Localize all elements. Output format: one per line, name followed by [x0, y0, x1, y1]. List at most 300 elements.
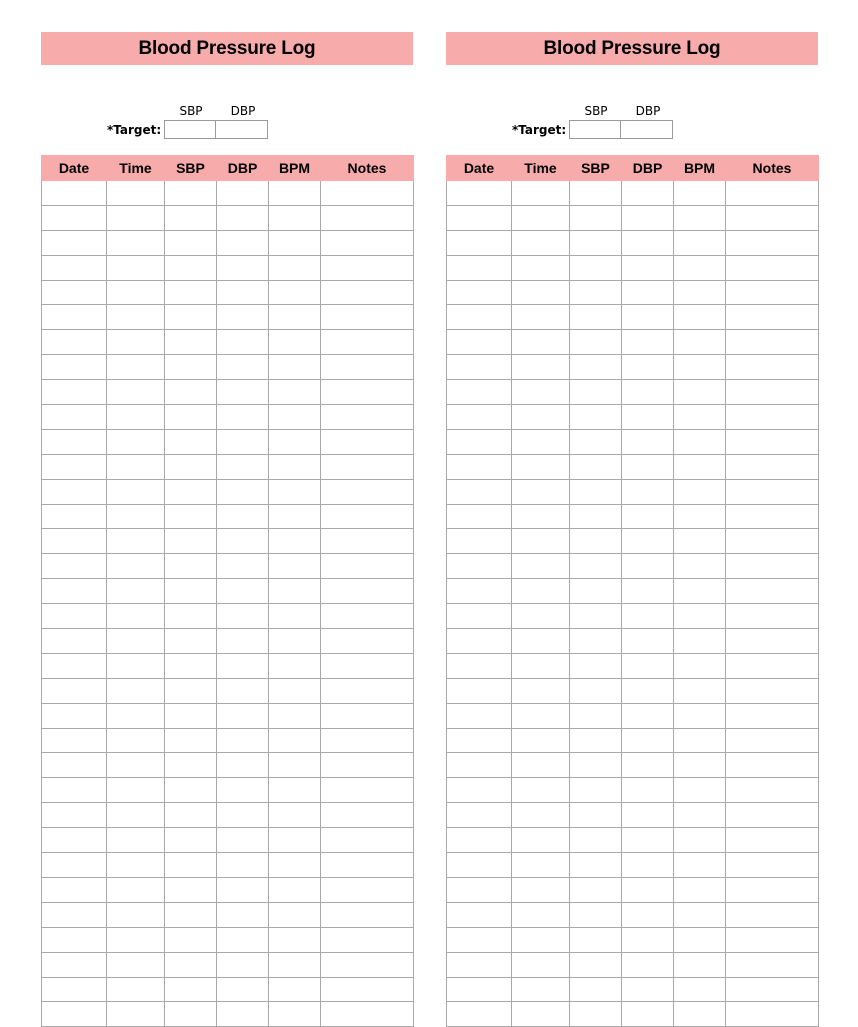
- cell-dbp[interactable]: [217, 927, 269, 952]
- cell-dbp[interactable]: [622, 479, 674, 504]
- cell-notes[interactable]: [726, 529, 819, 554]
- cell-sbp[interactable]: [165, 753, 217, 778]
- cell-sbp[interactable]: [165, 554, 217, 579]
- cell-sbp[interactable]: [165, 454, 217, 479]
- cell-dbp[interactable]: [217, 753, 269, 778]
- cell-bpm[interactable]: [674, 952, 726, 977]
- cell-sbp[interactable]: [570, 405, 622, 430]
- cell-notes[interactable]: [321, 355, 414, 380]
- cell-sbp[interactable]: [165, 380, 217, 405]
- cell-sbp[interactable]: [570, 529, 622, 554]
- cell-notes[interactable]: [726, 579, 819, 604]
- cell-date[interactable]: [42, 728, 107, 753]
- cell-date[interactable]: [447, 429, 512, 454]
- cell-date[interactable]: [447, 380, 512, 405]
- cell-sbp[interactable]: [570, 604, 622, 629]
- cell-date[interactable]: [447, 255, 512, 280]
- cell-notes[interactable]: [726, 255, 819, 280]
- cell-sbp[interactable]: [570, 828, 622, 853]
- cell-dbp[interactable]: [622, 1002, 674, 1027]
- cell-dbp[interactable]: [217, 305, 269, 330]
- cell-time[interactable]: [107, 952, 165, 977]
- cell-dbp[interactable]: [622, 952, 674, 977]
- cell-date[interactable]: [42, 355, 107, 380]
- cell-bpm[interactable]: [674, 604, 726, 629]
- cell-dbp[interactable]: [217, 330, 269, 355]
- cell-notes[interactable]: [726, 429, 819, 454]
- cell-bpm[interactable]: [269, 703, 321, 728]
- cell-time[interactable]: [107, 230, 165, 255]
- cell-dbp[interactable]: [622, 355, 674, 380]
- cell-notes[interactable]: [726, 554, 819, 579]
- cell-bpm[interactable]: [674, 479, 726, 504]
- cell-bpm[interactable]: [269, 305, 321, 330]
- cell-date[interactable]: [447, 703, 512, 728]
- cell-notes[interactable]: [726, 479, 819, 504]
- cell-dbp[interactable]: [217, 205, 269, 230]
- cell-dbp[interactable]: [217, 703, 269, 728]
- cell-notes[interactable]: [321, 405, 414, 430]
- cell-dbp[interactable]: [217, 255, 269, 280]
- cell-date[interactable]: [447, 753, 512, 778]
- cell-notes[interactable]: [321, 853, 414, 878]
- cell-date[interactable]: [447, 952, 512, 977]
- cell-dbp[interactable]: [217, 355, 269, 380]
- cell-bpm[interactable]: [269, 355, 321, 380]
- cell-date[interactable]: [447, 355, 512, 380]
- cell-dbp[interactable]: [217, 853, 269, 878]
- target-dbp-field[interactable]: [621, 120, 673, 139]
- cell-notes[interactable]: [726, 604, 819, 629]
- cell-notes[interactable]: [321, 902, 414, 927]
- cell-bpm[interactable]: [674, 330, 726, 355]
- cell-notes[interactable]: [726, 653, 819, 678]
- cell-sbp[interactable]: [165, 355, 217, 380]
- cell-notes[interactable]: [321, 703, 414, 728]
- cell-date[interactable]: [447, 927, 512, 952]
- cell-time[interactable]: [107, 554, 165, 579]
- cell-notes[interactable]: [321, 479, 414, 504]
- cell-dbp[interactable]: [217, 604, 269, 629]
- cell-sbp[interactable]: [165, 678, 217, 703]
- cell-date[interactable]: [447, 405, 512, 430]
- cell-bpm[interactable]: [269, 778, 321, 803]
- cell-notes[interactable]: [321, 604, 414, 629]
- cell-dbp[interactable]: [622, 803, 674, 828]
- cell-dbp[interactable]: [217, 429, 269, 454]
- cell-notes[interactable]: [321, 653, 414, 678]
- cell-dbp[interactable]: [217, 479, 269, 504]
- cell-dbp[interactable]: [622, 230, 674, 255]
- cell-bpm[interactable]: [674, 405, 726, 430]
- cell-bpm[interactable]: [269, 454, 321, 479]
- cell-time[interactable]: [512, 728, 570, 753]
- cell-dbp[interactable]: [622, 181, 674, 206]
- cell-sbp[interactable]: [570, 330, 622, 355]
- cell-sbp[interactable]: [570, 952, 622, 977]
- cell-time[interactable]: [512, 753, 570, 778]
- cell-sbp[interactable]: [570, 305, 622, 330]
- cell-bpm[interactable]: [674, 429, 726, 454]
- cell-notes[interactable]: [726, 977, 819, 1002]
- cell-time[interactable]: [512, 579, 570, 604]
- cell-bpm[interactable]: [269, 653, 321, 678]
- cell-notes[interactable]: [726, 405, 819, 430]
- cell-sbp[interactable]: [165, 778, 217, 803]
- cell-date[interactable]: [447, 504, 512, 529]
- cell-time[interactable]: [107, 205, 165, 230]
- cell-bpm[interactable]: [269, 977, 321, 1002]
- cell-bpm[interactable]: [674, 305, 726, 330]
- cell-notes[interactable]: [726, 753, 819, 778]
- cell-dbp[interactable]: [217, 653, 269, 678]
- cell-bpm[interactable]: [269, 330, 321, 355]
- cell-dbp[interactable]: [622, 703, 674, 728]
- cell-sbp[interactable]: [570, 803, 622, 828]
- cell-sbp[interactable]: [165, 803, 217, 828]
- cell-date[interactable]: [447, 479, 512, 504]
- cell-time[interactable]: [512, 380, 570, 405]
- cell-notes[interactable]: [321, 927, 414, 952]
- cell-notes[interactable]: [726, 230, 819, 255]
- cell-bpm[interactable]: [674, 927, 726, 952]
- cell-notes[interactable]: [321, 554, 414, 579]
- cell-dbp[interactable]: [622, 454, 674, 479]
- cell-date[interactable]: [42, 479, 107, 504]
- cell-dbp[interactable]: [217, 728, 269, 753]
- cell-time[interactable]: [512, 454, 570, 479]
- cell-dbp[interactable]: [217, 1002, 269, 1027]
- cell-notes[interactable]: [726, 853, 819, 878]
- cell-notes[interactable]: [726, 330, 819, 355]
- cell-bpm[interactable]: [674, 803, 726, 828]
- cell-time[interactable]: [107, 305, 165, 330]
- cell-notes[interactable]: [321, 330, 414, 355]
- cell-date[interactable]: [42, 803, 107, 828]
- cell-time[interactable]: [512, 877, 570, 902]
- cell-notes[interactable]: [321, 803, 414, 828]
- cell-sbp[interactable]: [570, 429, 622, 454]
- cell-dbp[interactable]: [622, 529, 674, 554]
- cell-time[interactable]: [512, 355, 570, 380]
- cell-date[interactable]: [42, 380, 107, 405]
- cell-time[interactable]: [512, 230, 570, 255]
- cell-notes[interactable]: [321, 753, 414, 778]
- cell-date[interactable]: [42, 405, 107, 430]
- cell-bpm[interactable]: [269, 529, 321, 554]
- cell-date[interactable]: [42, 902, 107, 927]
- cell-bpm[interactable]: [269, 604, 321, 629]
- cell-dbp[interactable]: [622, 205, 674, 230]
- cell-time[interactable]: [107, 504, 165, 529]
- cell-date[interactable]: [447, 902, 512, 927]
- cell-sbp[interactable]: [165, 629, 217, 654]
- cell-bpm[interactable]: [269, 405, 321, 430]
- cell-bpm[interactable]: [674, 877, 726, 902]
- cell-time[interactable]: [512, 629, 570, 654]
- cell-notes[interactable]: [726, 629, 819, 654]
- cell-date[interactable]: [42, 778, 107, 803]
- cell-time[interactable]: [512, 181, 570, 206]
- cell-time[interactable]: [107, 330, 165, 355]
- cell-date[interactable]: [447, 305, 512, 330]
- cell-notes[interactable]: [321, 504, 414, 529]
- cell-time[interactable]: [107, 778, 165, 803]
- cell-sbp[interactable]: [570, 877, 622, 902]
- cell-bpm[interactable]: [269, 753, 321, 778]
- cell-notes[interactable]: [321, 280, 414, 305]
- cell-bpm[interactable]: [269, 479, 321, 504]
- cell-bpm[interactable]: [269, 678, 321, 703]
- cell-notes[interactable]: [321, 380, 414, 405]
- cell-dbp[interactable]: [217, 380, 269, 405]
- cell-notes[interactable]: [321, 1002, 414, 1027]
- cell-bpm[interactable]: [269, 504, 321, 529]
- cell-bpm[interactable]: [674, 753, 726, 778]
- cell-bpm[interactable]: [269, 280, 321, 305]
- cell-sbp[interactable]: [165, 877, 217, 902]
- cell-dbp[interactable]: [217, 902, 269, 927]
- cell-sbp[interactable]: [570, 205, 622, 230]
- cell-sbp[interactable]: [165, 977, 217, 1002]
- cell-time[interactable]: [107, 629, 165, 654]
- cell-time[interactable]: [512, 504, 570, 529]
- cell-bpm[interactable]: [269, 181, 321, 206]
- cell-date[interactable]: [447, 629, 512, 654]
- cell-dbp[interactable]: [217, 952, 269, 977]
- cell-time[interactable]: [512, 1002, 570, 1027]
- cell-bpm[interactable]: [269, 1002, 321, 1027]
- cell-bpm[interactable]: [674, 853, 726, 878]
- cell-date[interactable]: [42, 678, 107, 703]
- cell-sbp[interactable]: [570, 778, 622, 803]
- cell-date[interactable]: [447, 554, 512, 579]
- cell-notes[interactable]: [726, 205, 819, 230]
- cell-bpm[interactable]: [674, 255, 726, 280]
- cell-time[interactable]: [107, 753, 165, 778]
- cell-bpm[interactable]: [674, 529, 726, 554]
- cell-bpm[interactable]: [674, 902, 726, 927]
- cell-dbp[interactable]: [622, 255, 674, 280]
- cell-dbp[interactable]: [217, 828, 269, 853]
- cell-date[interactable]: [42, 977, 107, 1002]
- target-sbp-field[interactable]: [569, 120, 621, 139]
- cell-date[interactable]: [447, 803, 512, 828]
- target-dbp-field[interactable]: [216, 120, 268, 139]
- cell-time[interactable]: [107, 853, 165, 878]
- cell-bpm[interactable]: [674, 828, 726, 853]
- cell-dbp[interactable]: [217, 579, 269, 604]
- cell-bpm[interactable]: [674, 579, 726, 604]
- cell-time[interactable]: [512, 554, 570, 579]
- cell-sbp[interactable]: [570, 255, 622, 280]
- cell-sbp[interactable]: [165, 280, 217, 305]
- cell-bpm[interactable]: [269, 429, 321, 454]
- cell-date[interactable]: [447, 853, 512, 878]
- cell-time[interactable]: [512, 529, 570, 554]
- cell-time[interactable]: [107, 181, 165, 206]
- cell-time[interactable]: [512, 778, 570, 803]
- cell-time[interactable]: [107, 604, 165, 629]
- cell-time[interactable]: [107, 454, 165, 479]
- cell-notes[interactable]: [726, 1002, 819, 1027]
- cell-bpm[interactable]: [674, 1002, 726, 1027]
- cell-date[interactable]: [42, 230, 107, 255]
- cell-sbp[interactable]: [165, 653, 217, 678]
- cell-notes[interactable]: [726, 902, 819, 927]
- cell-dbp[interactable]: [217, 678, 269, 703]
- cell-time[interactable]: [512, 330, 570, 355]
- cell-date[interactable]: [42, 454, 107, 479]
- cell-dbp[interactable]: [622, 305, 674, 330]
- cell-bpm[interactable]: [674, 181, 726, 206]
- cell-dbp[interactable]: [622, 927, 674, 952]
- cell-time[interactable]: [512, 604, 570, 629]
- cell-notes[interactable]: [726, 703, 819, 728]
- cell-dbp[interactable]: [217, 454, 269, 479]
- cell-sbp[interactable]: [570, 927, 622, 952]
- cell-sbp[interactable]: [570, 728, 622, 753]
- cell-sbp[interactable]: [570, 653, 622, 678]
- cell-notes[interactable]: [726, 952, 819, 977]
- cell-bpm[interactable]: [269, 230, 321, 255]
- cell-dbp[interactable]: [217, 877, 269, 902]
- cell-sbp[interactable]: [165, 853, 217, 878]
- cell-bpm[interactable]: [674, 454, 726, 479]
- cell-date[interactable]: [42, 429, 107, 454]
- cell-date[interactable]: [447, 280, 512, 305]
- cell-notes[interactable]: [321, 629, 414, 654]
- cell-time[interactable]: [107, 1002, 165, 1027]
- cell-sbp[interactable]: [570, 181, 622, 206]
- cell-notes[interactable]: [726, 181, 819, 206]
- cell-time[interactable]: [512, 653, 570, 678]
- cell-time[interactable]: [512, 205, 570, 230]
- cell-sbp[interactable]: [165, 429, 217, 454]
- cell-date[interactable]: [447, 181, 512, 206]
- cell-sbp[interactable]: [570, 504, 622, 529]
- cell-date[interactable]: [447, 529, 512, 554]
- cell-sbp[interactable]: [570, 753, 622, 778]
- cell-bpm[interactable]: [269, 205, 321, 230]
- cell-notes[interactable]: [726, 454, 819, 479]
- cell-dbp[interactable]: [217, 554, 269, 579]
- cell-date[interactable]: [42, 280, 107, 305]
- cell-bpm[interactable]: [674, 355, 726, 380]
- cell-notes[interactable]: [726, 778, 819, 803]
- cell-sbp[interactable]: [165, 405, 217, 430]
- cell-date[interactable]: [447, 604, 512, 629]
- cell-bpm[interactable]: [674, 629, 726, 654]
- cell-time[interactable]: [107, 828, 165, 853]
- cell-time[interactable]: [512, 902, 570, 927]
- cell-bpm[interactable]: [269, 828, 321, 853]
- cell-dbp[interactable]: [217, 529, 269, 554]
- cell-bpm[interactable]: [674, 678, 726, 703]
- cell-time[interactable]: [107, 902, 165, 927]
- cell-bpm[interactable]: [269, 952, 321, 977]
- cell-dbp[interactable]: [622, 977, 674, 1002]
- cell-sbp[interactable]: [570, 579, 622, 604]
- cell-sbp[interactable]: [570, 1002, 622, 1027]
- cell-bpm[interactable]: [269, 927, 321, 952]
- cell-sbp[interactable]: [570, 479, 622, 504]
- cell-date[interactable]: [447, 653, 512, 678]
- cell-sbp[interactable]: [165, 330, 217, 355]
- cell-sbp[interactable]: [570, 678, 622, 703]
- cell-notes[interactable]: [321, 429, 414, 454]
- cell-time[interactable]: [107, 280, 165, 305]
- cell-date[interactable]: [447, 828, 512, 853]
- cell-notes[interactable]: [321, 529, 414, 554]
- cell-date[interactable]: [42, 205, 107, 230]
- cell-bpm[interactable]: [674, 703, 726, 728]
- cell-date[interactable]: [447, 728, 512, 753]
- cell-time[interactable]: [512, 280, 570, 305]
- cell-date[interactable]: [447, 977, 512, 1002]
- cell-dbp[interactable]: [622, 554, 674, 579]
- cell-time[interactable]: [107, 479, 165, 504]
- cell-date[interactable]: [42, 255, 107, 280]
- cell-sbp[interactable]: [165, 902, 217, 927]
- cell-bpm[interactable]: [674, 230, 726, 255]
- cell-bpm[interactable]: [674, 977, 726, 1002]
- cell-notes[interactable]: [321, 181, 414, 206]
- cell-sbp[interactable]: [165, 703, 217, 728]
- cell-notes[interactable]: [321, 454, 414, 479]
- cell-time[interactable]: [512, 405, 570, 430]
- cell-sbp[interactable]: [165, 479, 217, 504]
- cell-date[interactable]: [42, 504, 107, 529]
- cell-bpm[interactable]: [674, 653, 726, 678]
- cell-date[interactable]: [447, 778, 512, 803]
- cell-notes[interactable]: [321, 828, 414, 853]
- cell-notes[interactable]: [726, 927, 819, 952]
- cell-time[interactable]: [512, 927, 570, 952]
- cell-bpm[interactable]: [269, 579, 321, 604]
- cell-bpm[interactable]: [269, 902, 321, 927]
- cell-date[interactable]: [447, 454, 512, 479]
- cell-sbp[interactable]: [165, 952, 217, 977]
- cell-date[interactable]: [42, 853, 107, 878]
- cell-date[interactable]: [42, 828, 107, 853]
- cell-date[interactable]: [42, 927, 107, 952]
- cell-dbp[interactable]: [622, 753, 674, 778]
- cell-date[interactable]: [42, 579, 107, 604]
- cell-notes[interactable]: [726, 355, 819, 380]
- cell-notes[interactable]: [321, 579, 414, 604]
- cell-date[interactable]: [42, 305, 107, 330]
- cell-time[interactable]: [107, 380, 165, 405]
- cell-bpm[interactable]: [674, 380, 726, 405]
- cell-sbp[interactable]: [165, 828, 217, 853]
- cell-sbp[interactable]: [165, 305, 217, 330]
- cell-time[interactable]: [512, 853, 570, 878]
- cell-dbp[interactable]: [217, 803, 269, 828]
- cell-dbp[interactable]: [217, 504, 269, 529]
- cell-bpm[interactable]: [269, 877, 321, 902]
- cell-dbp[interactable]: [622, 604, 674, 629]
- cell-time[interactable]: [512, 305, 570, 330]
- cell-sbp[interactable]: [165, 1002, 217, 1027]
- cell-date[interactable]: [42, 554, 107, 579]
- cell-bpm[interactable]: [674, 205, 726, 230]
- cell-time[interactable]: [512, 678, 570, 703]
- cell-date[interactable]: [447, 877, 512, 902]
- cell-date[interactable]: [42, 330, 107, 355]
- cell-dbp[interactable]: [217, 629, 269, 654]
- cell-time[interactable]: [512, 255, 570, 280]
